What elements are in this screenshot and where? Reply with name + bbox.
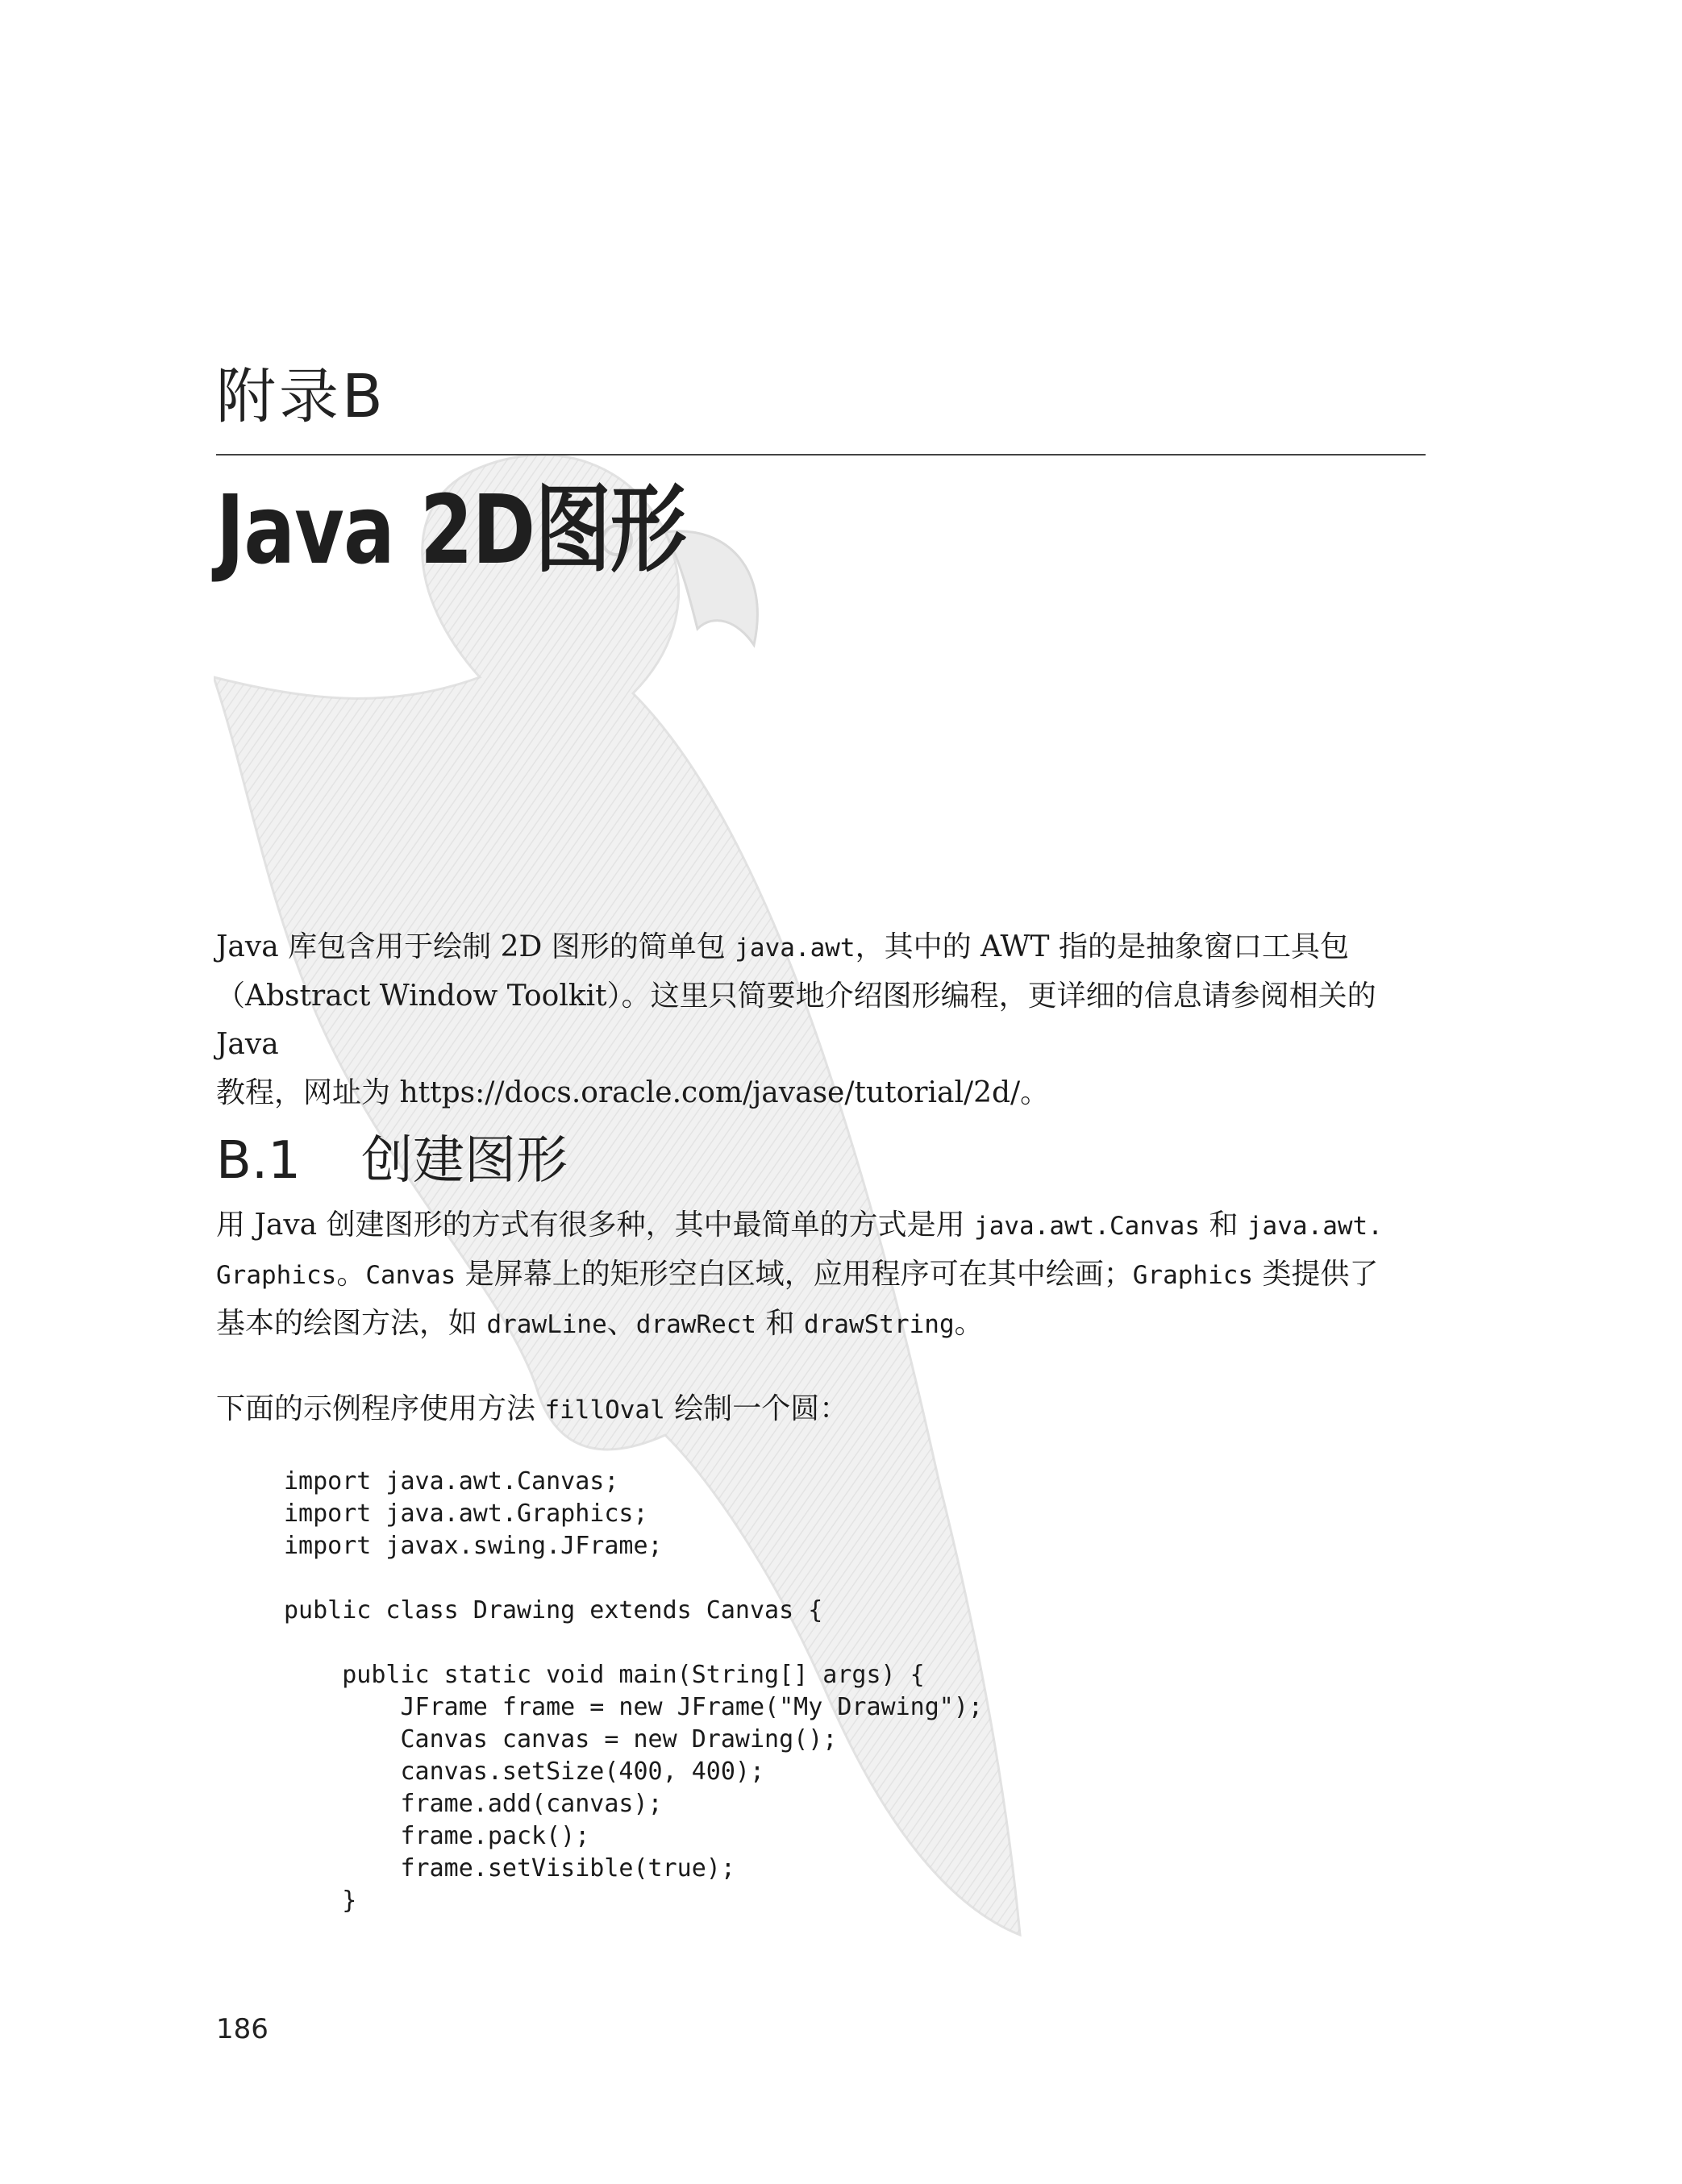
section-title: 创建图形 [361,1131,568,1191]
inline-code: fillOval [544,1396,665,1425]
appendix-label: 附录B [216,362,386,431]
inline-code: java.awt [735,934,856,963]
inline-code: drawString [803,1310,955,1339]
body-text: 绘制一个圆： [664,1392,849,1425]
chapter-title: Java 2D图形 [216,474,686,585]
body-text: 和 [756,1307,804,1340]
body-text: 。 [954,1307,984,1340]
intro-text: Java 库包含用于绘制 2D 图形的简单包 [216,930,735,963]
body-text: 基本的绘图方法，如 [216,1307,487,1340]
inline-code: java.awt. [1247,1212,1383,1241]
body-text: 和 [1200,1208,1247,1242]
intro-text: 教程，网址为 https://docs.oracle.com/javase/tutorial/2d/。 [216,1076,1050,1109]
body-text: 。 [336,1258,366,1291]
body-paragraph [216,1385,1426,1434]
body-text: 下面的示例程序使用方法 [216,1392,545,1425]
body-text: 、 [606,1307,636,1340]
intro-paragraph [216,923,1426,1117]
inline-code: Graphics [1132,1261,1254,1290]
section-heading [216,1131,568,1191]
body-text: 类提供了 [1253,1258,1379,1291]
inline-code: drawLine [486,1310,607,1339]
body-text: 用 Java 创建图形的方式有很多种，其中最简单的方式是用 [216,1208,975,1242]
inline-code: java.awt.Canvas [974,1212,1200,1241]
page-number: 186 [216,2013,269,2045]
body-text: 是屏幕上的矩形空白区域，应用程序可在其中绘画； [456,1258,1133,1291]
code-listing: import java.awt.Canvas; import java.awt.Graphics; import javax.swing.JFrame; public class Drawing extends Canvas { public static void main(String[] args) { JFrame frame = new JFrame("My Drawing"); Canvas canvas = new Drawing(); canvas.setSize(400, 400); frame.add(canvas); frame.pack(); frame.setVisible(true); } [284,1467,983,1915]
body-paragraph [216,1201,1426,1349]
title-rule [216,454,1426,456]
section-number: B.1 [216,1131,301,1191]
intro-text: ，其中的 AWT 指的是抽象窗口工具包 [855,930,1350,963]
inline-code: drawRect [635,1310,757,1339]
intro-text: （Abstract Window Toolkit）。这里只简要地介绍图形编程，更详细的信息请参阅相关的 Java [216,980,1376,1061]
inline-code: Graphics [216,1261,337,1290]
inline-code: Canvas [365,1261,456,1290]
